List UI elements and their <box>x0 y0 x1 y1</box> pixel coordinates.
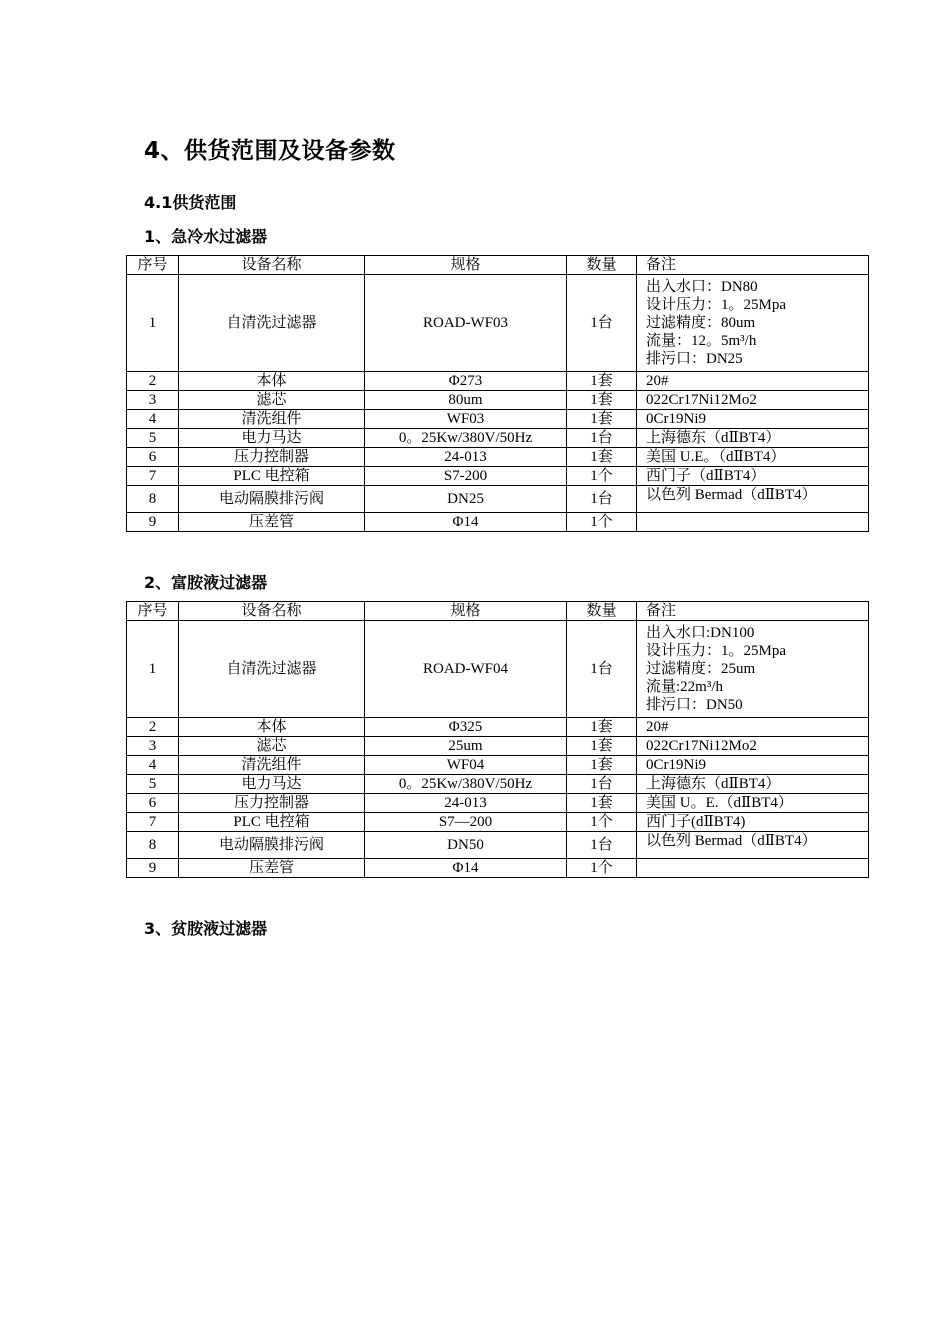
note-line: 出入水口：DN80 <box>646 279 758 295</box>
cell-qty: 1个 <box>567 513 637 532</box>
table2-title: 2、富胺液过滤器 <box>144 573 268 592</box>
header-note: 备注 <box>637 256 869 275</box>
note-line: 过滤精度：25um <box>646 661 756 677</box>
cell-qty: 1台 <box>567 832 637 859</box>
table-row <box>127 467 869 486</box>
cell-name: 清洗组件 <box>179 756 365 775</box>
header-spec: 规格 <box>365 256 567 275</box>
cell-spec: WF03 <box>365 410 567 429</box>
cell-qty: 1台 <box>567 775 637 794</box>
table-row <box>127 775 869 794</box>
table-row <box>127 448 869 467</box>
header-note: 备注 <box>637 602 869 621</box>
table3-title: 3、贫胺液过滤器 <box>144 919 268 938</box>
subsection-heading: 4.1供货范围 <box>144 193 237 212</box>
table-row <box>127 275 869 372</box>
cell-name: 清洗组件 <box>179 410 365 429</box>
table-row <box>127 718 869 737</box>
cell-qty: 1个 <box>567 859 637 878</box>
cell-note: 022Cr17Ni12Mo2 <box>637 391 869 410</box>
cell-note: 西门子（dⅡBT4） <box>637 467 869 486</box>
cell-qty: 1台 <box>567 429 637 448</box>
table-row <box>127 486 869 513</box>
cell-no: 6 <box>127 794 179 813</box>
table-row <box>127 391 869 410</box>
cell-qty: 1台 <box>567 275 637 372</box>
cell-note: 20# <box>637 372 869 391</box>
table-row <box>127 859 869 878</box>
cell-no: 1 <box>127 621 179 718</box>
table-row <box>127 813 869 832</box>
cell-spec: Φ14 <box>365 859 567 878</box>
cell-no: 8 <box>127 832 179 859</box>
cell-spec: WF04 <box>365 756 567 775</box>
table1-title: 1、急冷水过滤器 <box>144 227 268 246</box>
cell-spec: DN25 <box>365 486 567 513</box>
note-line: 排污口：DN50 <box>646 697 743 713</box>
cell-qty: 1套 <box>567 372 637 391</box>
cell-no: 5 <box>127 429 179 448</box>
cell-spec: ROAD-WF03 <box>365 275 567 372</box>
cell-name: 压差管 <box>179 513 365 532</box>
note-line: 流量:22m³/h <box>646 679 723 695</box>
equipment-table-2 <box>126 601 869 878</box>
cell-note <box>637 859 869 878</box>
cell-name: 电力马达 <box>179 429 365 448</box>
cell-no: 9 <box>127 859 179 878</box>
table-header-row <box>127 256 869 275</box>
header-qty: 数量 <box>567 256 637 275</box>
cell-qty: 1套 <box>567 410 637 429</box>
cell-spec: Φ273 <box>365 372 567 391</box>
cell-spec: Φ14 <box>365 513 567 532</box>
cell-no: 5 <box>127 775 179 794</box>
table-row <box>127 621 869 718</box>
cell-qty: 1台 <box>567 486 637 513</box>
cell-name: 压力控制器 <box>179 794 365 813</box>
note-line: 排污口：DN25 <box>646 351 743 367</box>
note-line: 流量：12。5m³/h <box>646 333 757 349</box>
cell-spec: 0。25Kw/380V/50Hz <box>365 429 567 448</box>
cell-name: PLC 电控箱 <box>179 467 365 486</box>
table-row <box>127 372 869 391</box>
cell-qty: 1套 <box>567 391 637 410</box>
table-row <box>127 513 869 532</box>
cell-note <box>637 621 869 718</box>
cell-qty: 1台 <box>567 621 637 718</box>
table-row <box>127 429 869 448</box>
cell-note: 西门子(dⅡBT4) <box>637 813 869 832</box>
cell-qty: 1套 <box>567 448 637 467</box>
cell-no: 3 <box>127 391 179 410</box>
cell-no: 1 <box>127 275 179 372</box>
header-qty: 数量 <box>567 602 637 621</box>
cell-spec: 25um <box>365 737 567 756</box>
cell-name: 自清洗过滤器 <box>179 275 365 372</box>
cell-qty: 1套 <box>567 737 637 756</box>
cell-no: 9 <box>127 513 179 532</box>
cell-note: 美国 U.E。（dⅡBT4） <box>637 448 869 467</box>
cell-note: 上海德东（dⅡBT4） <box>637 429 869 448</box>
cell-note: 美国 U。E.（dⅡBT4） <box>637 794 869 813</box>
note-line: 过滤精度：80um <box>646 315 756 331</box>
cell-spec: S7—200 <box>365 813 567 832</box>
header-no: 序号 <box>127 256 179 275</box>
cell-no: 4 <box>127 756 179 775</box>
cell-qty: 1套 <box>567 718 637 737</box>
cell-name: 压差管 <box>179 859 365 878</box>
cell-qty: 1套 <box>567 794 637 813</box>
cell-name: 自清洗过滤器 <box>179 621 365 718</box>
cell-no: 4 <box>127 410 179 429</box>
cell-note: 022Cr17Ni12Mo2 <box>637 737 869 756</box>
cell-no: 7 <box>127 813 179 832</box>
section-heading: 4、供货范围及设备参数 <box>144 138 396 164</box>
cell-note: 上海德东（dⅡBT4） <box>637 775 869 794</box>
cell-spec: S7-200 <box>365 467 567 486</box>
cell-name: 电动隔膜排污阀 <box>179 832 365 859</box>
cell-name: 滤芯 <box>179 391 365 410</box>
cell-spec: 80um <box>365 391 567 410</box>
header-name: 设备名称 <box>179 602 365 621</box>
cell-spec: 24-013 <box>365 794 567 813</box>
cell-name: 电动隔膜排污阀 <box>179 486 365 513</box>
cell-note <box>637 513 869 532</box>
cell-no: 3 <box>127 737 179 756</box>
table-row <box>127 794 869 813</box>
cell-spec: DN50 <box>365 832 567 859</box>
cell-no: 2 <box>127 372 179 391</box>
equipment-table-1 <box>126 255 869 532</box>
cell-no: 8 <box>127 486 179 513</box>
cell-name: 压力控制器 <box>179 448 365 467</box>
cell-note: 20# <box>637 718 869 737</box>
table-row <box>127 410 869 429</box>
cell-name: 滤芯 <box>179 737 365 756</box>
table-header-row <box>127 602 869 621</box>
cell-spec: 24-013 <box>365 448 567 467</box>
cell-no: 6 <box>127 448 179 467</box>
cell-note: 以色列 Bermad（dⅡBT4） <box>637 486 869 513</box>
cell-no: 7 <box>127 467 179 486</box>
cell-name: 本体 <box>179 372 365 391</box>
cell-name: PLC 电控箱 <box>179 813 365 832</box>
cell-name: 本体 <box>179 718 365 737</box>
cell-qty: 1个 <box>567 813 637 832</box>
cell-spec: ROAD-WF04 <box>365 621 567 718</box>
note-line: 设计压力：1。25Mpa <box>646 297 786 313</box>
header-name: 设备名称 <box>179 256 365 275</box>
cell-note: 0Cr19Ni9 <box>637 410 869 429</box>
cell-spec: Φ325 <box>365 718 567 737</box>
header-no: 序号 <box>127 602 179 621</box>
table-row <box>127 737 869 756</box>
cell-note: 0Cr19Ni9 <box>637 756 869 775</box>
header-spec: 规格 <box>365 602 567 621</box>
cell-name: 电力马达 <box>179 775 365 794</box>
note-line: 设计压力：1。25Mpa <box>646 643 786 659</box>
cell-note <box>637 275 869 372</box>
cell-note: 以色列 Bermad（dⅡBT4） <box>637 832 869 859</box>
note-line: 出入水口:DN100 <box>646 625 755 641</box>
table-row <box>127 832 869 859</box>
cell-qty: 1套 <box>567 756 637 775</box>
table-row <box>127 756 869 775</box>
cell-no: 2 <box>127 718 179 737</box>
cell-qty: 1个 <box>567 467 637 486</box>
cell-spec: 0。25Kw/380V/50Hz <box>365 775 567 794</box>
